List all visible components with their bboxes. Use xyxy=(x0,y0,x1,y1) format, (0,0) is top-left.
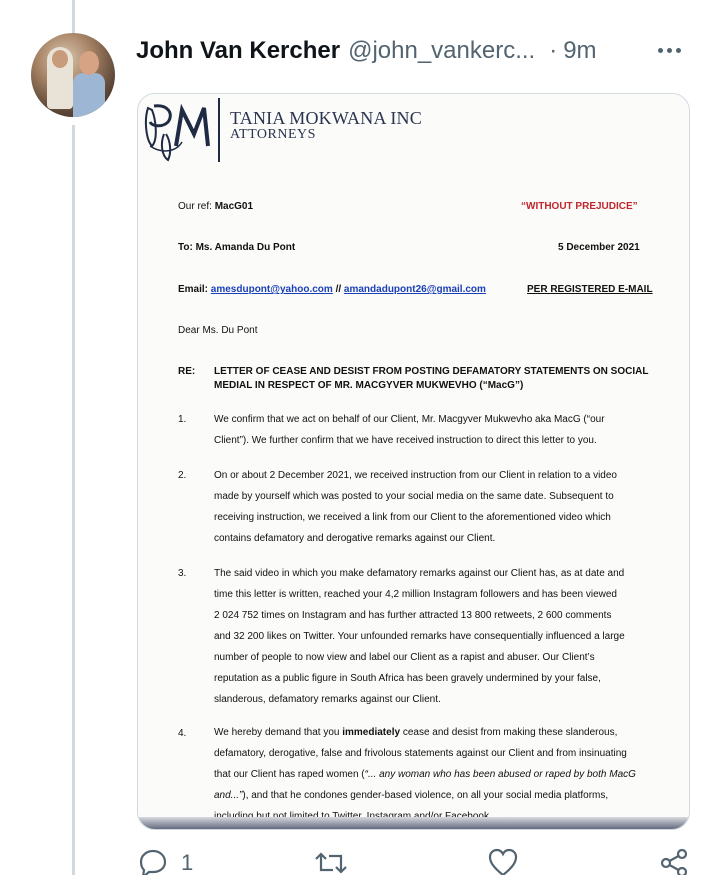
firm-name: TANIA MOKWANA INC xyxy=(230,108,422,128)
paragraph-1: We confirm that we act on behalf of our Client, Mr. Macgyver Mukwevho aka MacG (“our Client”). We further confirm that we have received instruction to direct this letter to you. xyxy=(214,414,605,446)
logo-divider xyxy=(218,98,220,162)
firm-subtitle: ATTORNEYS xyxy=(230,127,316,142)
thread-line xyxy=(72,125,75,875)
tweet-actions xyxy=(137,848,697,875)
recipient-line: To: Ms. Amanda Du Pont xyxy=(178,242,296,253)
reply-count: 1 xyxy=(181,850,194,875)
author-handle[interactable]: @john_vankerc... xyxy=(348,37,536,64)
share-icon xyxy=(659,848,689,875)
tweet-header xyxy=(136,36,597,66)
author-name[interactable]: John Van Kercher xyxy=(136,37,341,64)
paragraph-3: The said video in which you make defamatory remarks against our Client has, as at date and time this letter is written, reached your 4,2 million Instagram followers and has been viewed 2 024 752 times on Instagram and has further attracted 13 800 retweets, 2 600 comments and 32 200 likes on Twitter. Your unfounded remarks have consequentially influenced a large number of people to now view and label our Client as a rapist and abuser. Our Client’s reputation as a public figure in South Africa has been gravely undermined by your false, slanderous, defamatory remarks against our Client. xyxy=(214,568,625,705)
tweet-time[interactable]: 9m xyxy=(563,37,597,64)
page-edge xyxy=(138,817,690,830)
per-registered-label: PER REGISTERED E-MAIL xyxy=(527,284,653,295)
heart-icon xyxy=(487,848,519,875)
letter-document xyxy=(138,94,690,830)
reference-value: MacG01 xyxy=(214,201,254,212)
reference-line: Our ref: MacG01 xyxy=(178,201,254,212)
paragraph-number: 1. xyxy=(178,414,187,425)
without-prejudice-label: “WITHOUT PREJUDICE” xyxy=(521,201,638,212)
more-options-icon[interactable] xyxy=(658,42,688,58)
firm-logo xyxy=(142,100,216,166)
share-button[interactable] xyxy=(659,848,689,875)
paragraph-number: 2. xyxy=(178,470,187,481)
paragraph-number: 4. xyxy=(178,728,187,739)
tweet-media-image[interactable] xyxy=(137,93,690,830)
separator-dot: · xyxy=(549,37,558,64)
retweet-button[interactable] xyxy=(313,848,349,875)
re-subject-line-1: LETTER OF CEASE AND DESIST FROM POSTING DEFAMATORY STATEMENTS ON SOCIAL xyxy=(214,366,649,377)
salutation: Dear Ms. Du Pont xyxy=(178,325,258,336)
email-line: Email: amesdupont@yahoo.com // amandadupont26@gmail.com xyxy=(178,284,486,295)
reply-icon xyxy=(137,848,169,875)
letter-date: 5 December 2021 xyxy=(558,242,640,253)
reply-button[interactable] xyxy=(137,848,193,875)
retweet-icon xyxy=(313,848,349,875)
re-label: RE: xyxy=(178,366,196,377)
paragraph-4: We hereby demand that you immediately cease and desist from making these slanderous, defamatory, derogative, false and frivolous statements against our Client and from insinuating that our Client has raped women (“... any woman who has been abused or raped by both MacG and...”), and that he condones gender-based violence, on all your social media platforms, xyxy=(214,727,636,801)
avatar[interactable] xyxy=(31,33,115,117)
re-subject-line-2: MEDIAL IN RESPECT OF MR. MACGYVER MUKWEVHO (“MacG”) xyxy=(214,380,524,391)
paragraph-2: On or about 2 December 2021, we received instruction from our Client in relation to a video made by yourself which was posted to your social media on the same date. Subsequent to receiving instruction, we received a link from our Client to the aforementioned video which contains defamatory and derogative remarks against our Client. xyxy=(214,470,617,544)
paragraph-number: 3. xyxy=(178,568,187,579)
email-link-1: amesdupont@yahoo.com xyxy=(210,284,333,295)
like-button[interactable] xyxy=(487,848,519,875)
email-link-2: amandadupont26@gmail.com xyxy=(343,284,486,295)
